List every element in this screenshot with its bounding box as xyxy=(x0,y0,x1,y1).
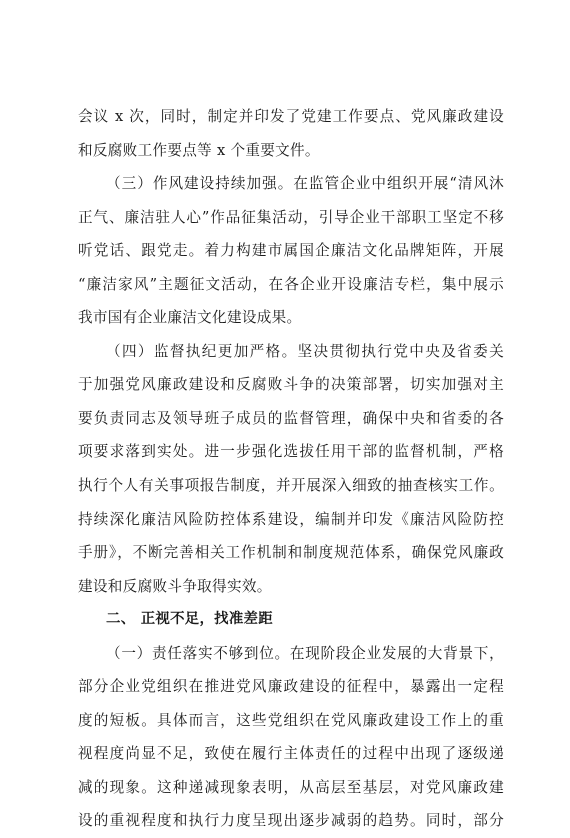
body-line: 听党话、跟党走。着力构建市属国企廉洁文化品牌矩阵，开展 xyxy=(78,242,504,260)
body-line: 减的现象。这种递减现象表明，从高层至基层，对党风廉政建 xyxy=(78,778,504,796)
body-line: 会议 x 次，同时，制定并印发了党建工作要点、党风廉政建设 xyxy=(78,108,504,125)
body-line: 建设和反腐败斗争取得实效。 xyxy=(78,577,272,595)
body-line: 正气、廉洁驻人心”作品征集活动，引导企业干部职工坚定不移 xyxy=(78,208,504,226)
body-line: 于加强党风廉政建设和反腐败斗争的决策部署，切实加强对主 xyxy=(78,376,504,394)
body-line: 度的短板。具体而言，这些党组织在党风廉政建设工作上的重 xyxy=(78,711,504,729)
body-line: 手册》，不断完善相关工作机制和制度规范体系，确保党风廉政 xyxy=(78,544,504,562)
body-line: （三）作风建设持续加强。在监管企业中组织开展“清风沐 xyxy=(106,175,504,193)
body-line: 要负责同志及领导班子成员的监督管理，确保中央和省委的各 xyxy=(78,409,504,427)
section-heading: 二、 正视不足，找准差距 xyxy=(106,611,273,628)
body-line: “廉洁家风”主题征文活动，在各企业开设廉洁专栏，集中展示 xyxy=(78,275,504,293)
body-line: 设的重视程度和执行力度呈现出逐步减弱的趋势。同时，部分 xyxy=(78,812,504,830)
body-line: 项要求落到实处。进一步强化选拔任用干部的监督机制，严格 xyxy=(78,443,504,461)
body-line: 我市国有企业廉洁文化建设成果。 xyxy=(78,309,302,327)
body-line: 视程度尚显不足，致使在履行主体责任的过程中出现了逐级递 xyxy=(78,745,504,763)
body-line: 部分企业党组织在推进党风廉政建设的征程中，暴露出一定程 xyxy=(78,678,504,696)
document-body xyxy=(78,100,504,838)
body-line: 和反腐败工作要点等 x 个重要文件。 xyxy=(78,141,320,159)
body-line: （四）监督执纪更加严格。坚决贯彻执行党中央及省委关 xyxy=(106,342,504,360)
body-line: （一）责任落实不够到位。在现阶段企业发展的大背景下， xyxy=(106,644,504,662)
body-line: 执行个人有关事项报告制度，并开展深入细致的抽查核实工作。 xyxy=(78,477,504,495)
body-line: 持续深化廉洁风险防控体系建设，编制并印发《廉洁风险防控 xyxy=(78,510,504,528)
